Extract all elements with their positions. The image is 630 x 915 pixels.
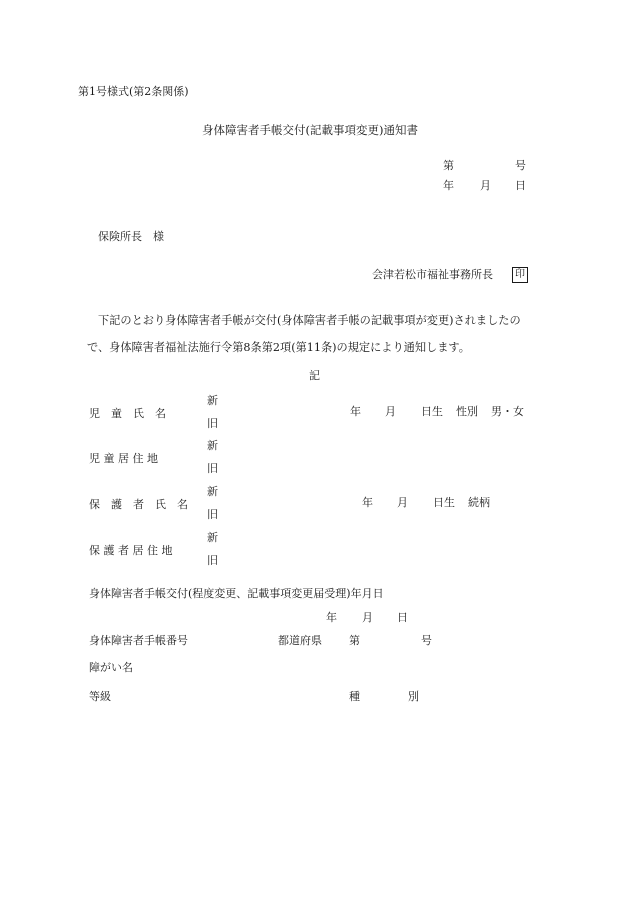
date-month: 月 — [480, 179, 491, 192]
guardian-birth-year: 年 — [362, 496, 373, 509]
child-birth-day: 日生 — [421, 405, 443, 418]
grade-label: 等級 — [89, 690, 111, 703]
body-text-line2: で、身体障害者福祉法施行令第8条第2項(第11条)の規定により通知します。 — [87, 341, 470, 354]
disability-name-label: 障がい名 — [89, 661, 133, 674]
body-text-line1: 下記のとおり身体障害者手帳が交付(身体障害者手帳の記載事項が変更)されましたの — [98, 314, 521, 327]
issuer: 会津若松市福祉事務所長 — [372, 268, 493, 281]
child-birth-month: 月 — [385, 405, 396, 418]
notebook-prefecture: 都道府県 — [278, 634, 322, 647]
addressee: 保険所長 様 — [98, 230, 164, 243]
issue-date-month: 月 — [362, 611, 373, 624]
guardian-name-old-label: 旧 — [207, 508, 218, 521]
date-day: 日 — [515, 179, 526, 192]
date-year: 年 — [443, 179, 454, 192]
guardian-address-old-label: 旧 — [207, 554, 218, 567]
doc-number-suffix: 号 — [515, 159, 526, 172]
child-address-old-label: 旧 — [207, 462, 218, 475]
guardian-birth-month: 月 — [397, 496, 408, 509]
notebook-number-suffix: 号 — [421, 634, 432, 647]
seal-mark: 印 — [512, 267, 528, 283]
child-name-old-label: 旧 — [207, 417, 218, 430]
child-name-label: 児 童 氏 名 — [89, 407, 166, 420]
guardian-relation-label: 続柄 — [468, 496, 490, 509]
doc-number-prefix: 第 — [443, 159, 454, 172]
ki-heading: 記 — [309, 369, 320, 382]
guardian-address-label: 保 護 者 居 住 地 — [89, 544, 173, 557]
child-birth-year: 年 — [350, 405, 361, 418]
child-address-new-label: 新 — [207, 439, 218, 452]
guardian-birth-day: 日生 — [433, 496, 455, 509]
guardian-name-label: 保 護 者 氏 名 — [89, 498, 188, 511]
child-sex-options: 男・女 — [491, 405, 524, 418]
type-kind1: 種 — [349, 690, 360, 703]
issue-date-day: 日 — [397, 611, 408, 624]
notebook-number-label: 身体障害者手帳番号 — [89, 634, 188, 647]
child-name-new-label: 新 — [207, 394, 218, 407]
child-sex-label: 性別 — [456, 405, 478, 418]
guardian-address-new-label: 新 — [207, 531, 218, 544]
type-kind2: 別 — [408, 690, 419, 703]
guardian-name-new-label: 新 — [207, 485, 218, 498]
notebook-number-prefix: 第 — [349, 634, 360, 647]
issue-date-year: 年 — [326, 611, 337, 624]
document-title: 身体障害者手帳交付(記載事項変更)通知書 — [202, 123, 418, 137]
issue-date-line: 身体障害者手帳交付(程度変更、記載事項変更届受理)年月日 — [89, 587, 384, 600]
form-code: 第1号様式(第2条関係) — [78, 85, 189, 98]
child-address-label: 児 童 居 住 地 — [89, 452, 158, 465]
